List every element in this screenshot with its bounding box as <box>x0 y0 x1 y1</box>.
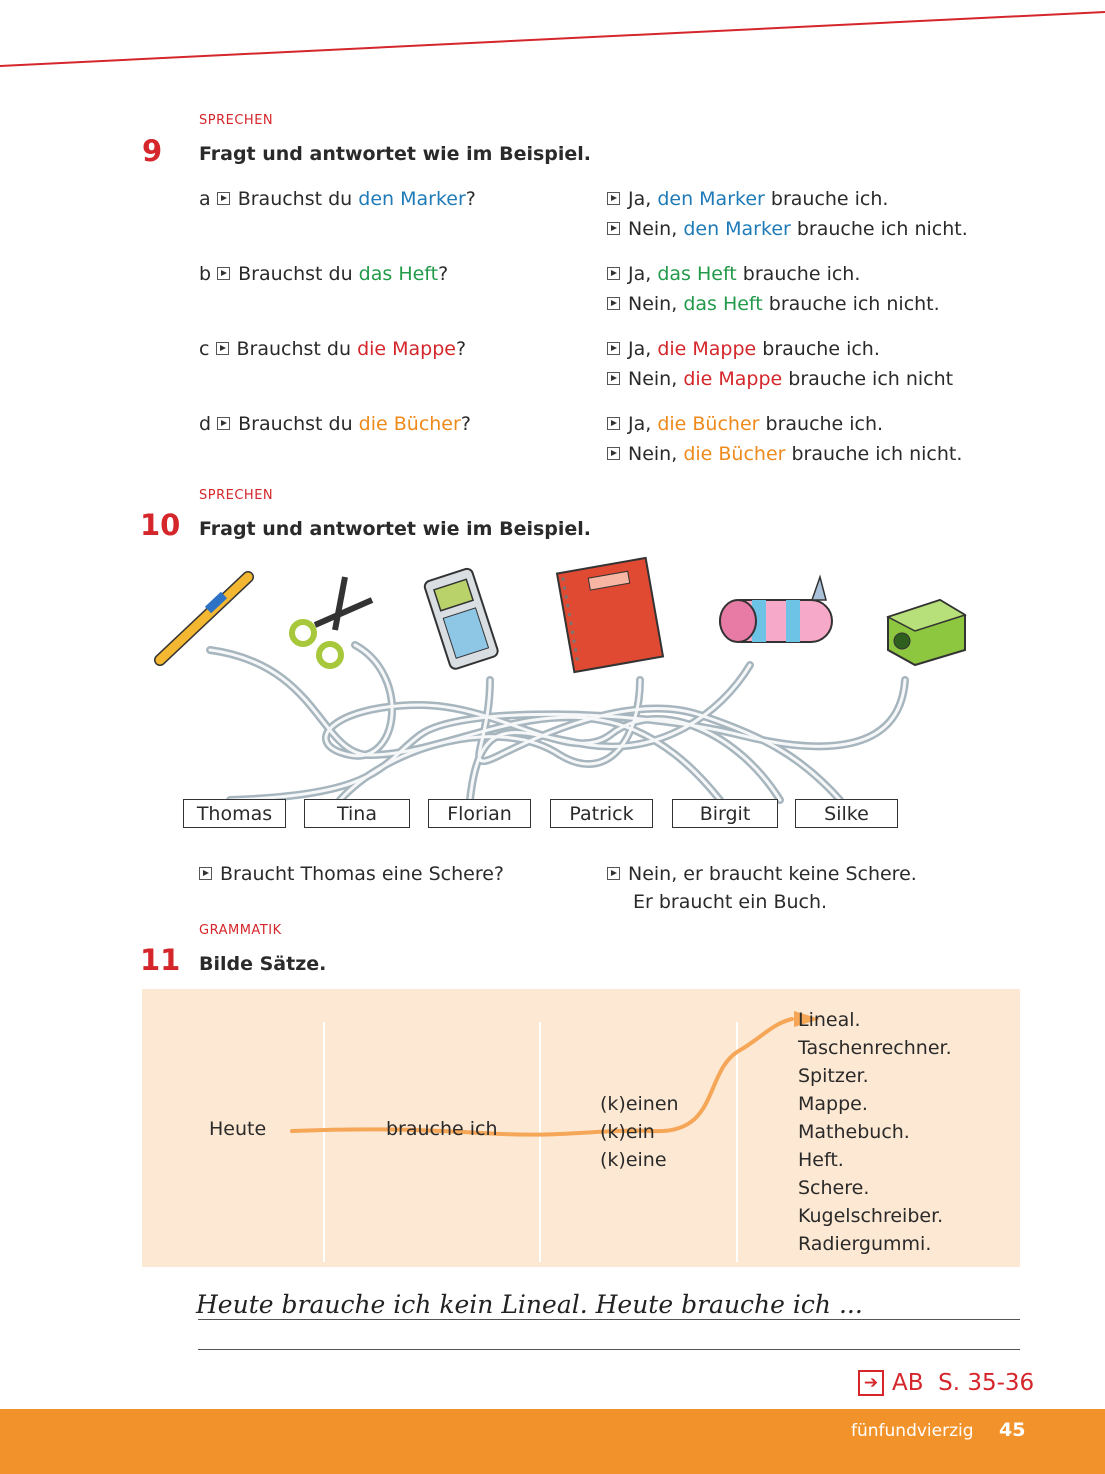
play-icon[interactable] <box>217 267 230 280</box>
play-icon[interactable] <box>217 417 230 430</box>
article-item: (k)ein <box>600 1121 655 1143</box>
noun-item: Lineal. <box>798 1009 861 1031</box>
play-icon[interactable] <box>607 192 620 205</box>
ex9-answer-no-b: Nein, das Heft brauche ich nicht. <box>607 293 940 315</box>
calculator-icon <box>423 567 499 670</box>
play-icon[interactable] <box>217 192 230 205</box>
play-icon[interactable] <box>607 372 620 385</box>
workbook-reference[interactable]: ➔ AB S. 35-36 <box>858 1370 1034 1400</box>
handwritten-example: Heute brauche ich kein Lineal. Heute brauche ich ... <box>196 1290 863 1319</box>
page-number-word: fünfundvierzig <box>851 1421 974 1441</box>
ex9-answer-no-d: Nein, die Bücher brauche ich nicht. <box>607 443 962 465</box>
noun-item: Schere. <box>798 1177 870 1199</box>
arrow-right-icon: ➔ <box>858 1370 884 1396</box>
ex9-answer-yes-d: Ja, die Bücher brauche ich. <box>607 413 883 435</box>
noun-item: Spitzer. <box>798 1065 869 1087</box>
pen-icon <box>160 577 248 660</box>
pencil-case-icon <box>720 577 832 642</box>
ex9-answer-yes-c: Ja, die Mappe brauche ich. <box>607 338 880 360</box>
noun-item: Radiergummi. <box>798 1233 932 1255</box>
ex9-answer-yes-a: Ja, den Marker brauche ich. <box>607 188 888 210</box>
noun-item: Heft. <box>798 1149 844 1171</box>
ex9-number: 9 <box>142 134 163 168</box>
ex10-section-label: SPRECHEN <box>199 488 274 503</box>
footer-bar <box>0 1409 1105 1474</box>
play-icon[interactable] <box>607 867 620 880</box>
ex9-title: Fragt und antwortet wie im Beispiel. <box>199 143 592 165</box>
name-box-thomas: Thomas <box>183 799 286 828</box>
ex11-number: 11 <box>140 943 181 977</box>
writing-line[interactable] <box>198 1349 1020 1350</box>
book-icon <box>557 558 663 672</box>
ex11-title: Bilde Sätze. <box>199 953 327 975</box>
ex9-question-b: b Brauchst du das Heft? <box>199 263 449 285</box>
ex11-section-label: GRAMMATIK <box>199 923 282 938</box>
tangled-ropes <box>210 645 905 800</box>
grammar-col-articles <box>600 1090 679 1174</box>
noun-item: Mathebuch. <box>798 1121 910 1143</box>
name-box-florian: Florian <box>428 799 531 828</box>
name-box-tina: Tina <box>304 799 410 828</box>
sharpener-icon <box>888 600 965 665</box>
ex9-question-d: d Brauchst du die Bücher? <box>199 413 471 435</box>
noun-item: Kugelschreiber. <box>798 1205 944 1227</box>
header-red-line <box>0 0 1105 80</box>
play-icon[interactable] <box>607 297 620 310</box>
name-box-patrick: Patrick <box>550 799 653 828</box>
play-icon[interactable] <box>607 342 620 355</box>
ex10-question: Braucht Thomas eine Schere? <box>199 863 504 885</box>
play-icon[interactable] <box>607 447 620 460</box>
play-icon[interactable] <box>216 342 229 355</box>
noun-item: Taschenrechner. <box>798 1037 952 1059</box>
play-icon[interactable] <box>607 267 620 280</box>
noun-item: Mappe. <box>798 1093 868 1115</box>
name-box-birgit: Birgit <box>672 799 778 828</box>
grammar-col-nouns <box>798 1006 952 1258</box>
writing-line[interactable] <box>198 1319 1020 1320</box>
article-item: (k)einen <box>600 1093 679 1115</box>
page-number: 45 <box>999 1419 1026 1441</box>
play-icon[interactable] <box>199 867 212 880</box>
grammar-col-verb: brauche ich <box>386 1118 498 1140</box>
ex10-number: 10 <box>140 508 181 542</box>
ex9-question-c: c Brauchst du die Mappe? <box>199 338 467 360</box>
ex10-answer-1: Nein, er braucht keine Schere. <box>607 863 917 885</box>
ex9-question-a: a Brauchst du den Marker? <box>199 188 476 210</box>
play-icon[interactable] <box>607 417 620 430</box>
article-item: (k)eine <box>600 1149 667 1171</box>
name-box-silke: Silke <box>795 799 898 828</box>
ex9-answer-yes-b: Ja, das Heft brauche ich. <box>607 263 860 285</box>
ex9-answer-no-a: Nein, den Marker brauche ich nicht. <box>607 218 968 240</box>
tangled-lines-illustration <box>140 555 980 805</box>
grammar-col-subject: Heute <box>209 1118 267 1140</box>
ex10-answer-2: Er braucht ein Buch. <box>633 891 828 913</box>
ex9-answer-no-c: Nein, die Mappe brauche ich nicht <box>607 368 953 390</box>
ex10-title: Fragt und antwortet wie im Beispiel. <box>199 518 592 540</box>
play-icon[interactable] <box>607 222 620 235</box>
ex9-section-label: SPRECHEN <box>199 113 274 128</box>
